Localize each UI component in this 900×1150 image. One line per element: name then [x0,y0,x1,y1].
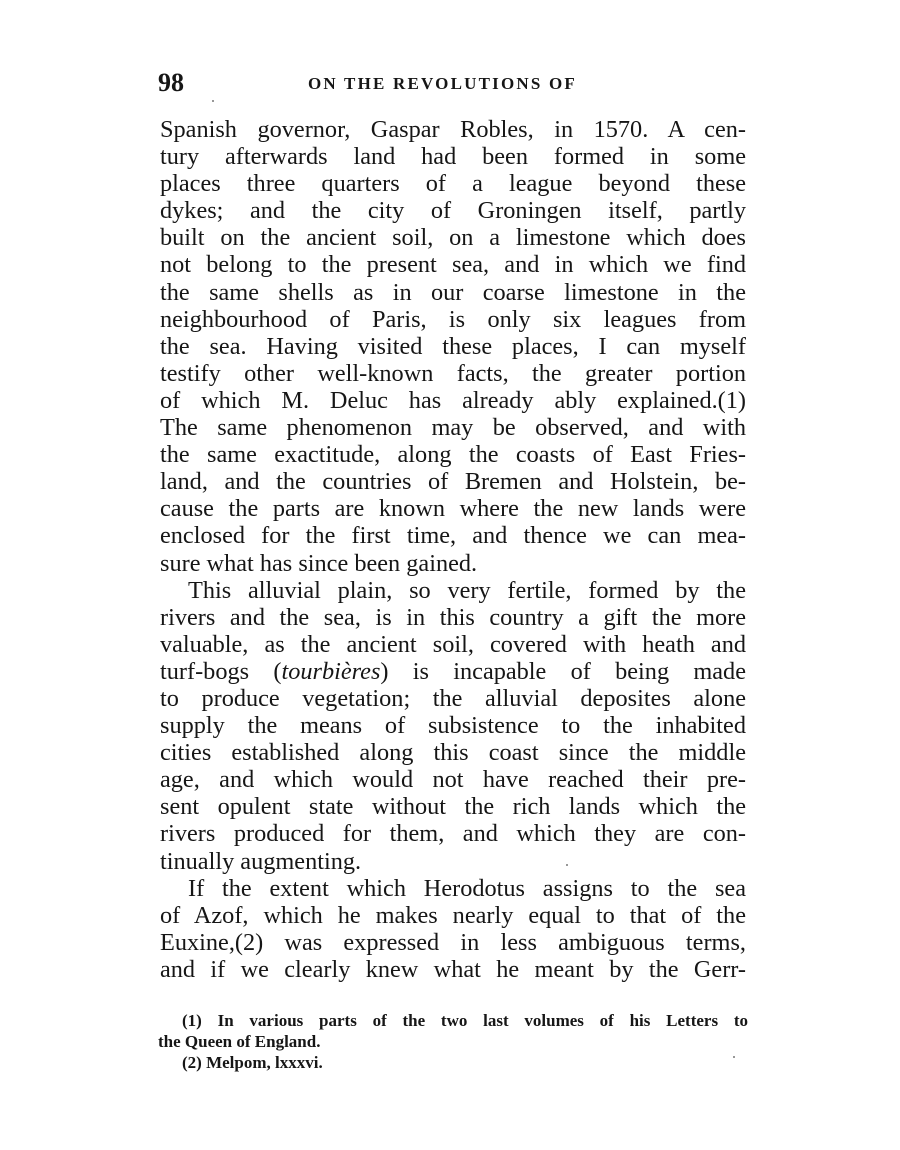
text-line: of Azof, which he makes nearly equal to that of the [160,901,746,929]
text-line: dykes; and the city of Groningen itself, partly [160,197,746,225]
page-number: 98 [158,68,184,97]
print-speck [566,864,568,866]
footnote-1-line: the Queen of England. [158,1032,321,1051]
text-line: enclosed for the first time, and thence we can mea- [160,522,746,550]
text-line: tury afterwards land had been formed in some [160,143,746,171]
text-fragment: ) is incapable of being made [380,657,746,685]
body-text [160,116,746,983]
text-line: tinually augmenting. [160,847,362,875]
paragraph-3 [160,875,746,983]
text-line: sure what has since been gained. [160,549,478,577]
text-line: Spanish governor, Gaspar Robles, in 1570. A cen- [160,116,746,143]
text-line: If the extent which Herodotus assigns to the sea [188,874,746,902]
text-line: not belong to the present sea, and in which we find [160,251,746,279]
text-line: the same shells as in our coarse limestone in the [160,278,746,306]
footnotes [158,1010,748,1073]
text-line: rivers and the sea, is in this country a gift the more [160,603,746,631]
text-fragment: turf-bogs ( [160,657,282,685]
print-speck [212,100,214,102]
text-line: of which M. Deluc has already ably explained.(1) [160,386,746,414]
print-speck [733,1056,735,1058]
text-line: the same exactitude, along the coasts of East Fries- [160,441,746,469]
text-line: supply the means of subsistence to the inhabited [160,712,746,740]
running-title: ON THE REVOLUTIONS OF [308,74,577,93]
italic-term: tourbières [281,657,381,685]
running-head [158,68,746,98]
text-line: to produce vegetation; the alluvial deposites alone [160,684,746,712]
text-line: cities established along this coast since the middle [160,739,746,767]
paragraph-1 [160,116,746,577]
text-line: testify other well-known facts, the greater portion [160,359,746,387]
text-line: land, and the countries of Bremen and Holstein, be- [160,468,746,496]
footnote-1-line: (1) In various parts of the two last volumes of his Letters to [182,1011,748,1030]
text-line: rivers produced for them, and which they are con- [160,820,746,848]
text-line: age, and which would not have reached their pre- [160,766,746,794]
text-line [160,658,746,685]
text-line: This alluvial plain, so very fertile, formed by the [188,576,746,604]
footnote-2: (2) Melpom, lxxxvi. [182,1053,323,1072]
text-line: the sea. Having visited these places, I can myself [160,332,746,360]
text-line: and if we clearly knew what he meant by the Gerr- [160,955,746,983]
text-line: places three quarters of a league beyond these [160,170,746,198]
text-line: built on the ancient soil, on a limestone which does [160,224,746,252]
text-line: cause the parts are known where the new lands were [160,495,746,523]
paragraph-2 [160,577,746,875]
text-line: neighbourhood of Paris, is only six leagues from [160,305,746,333]
text-line: sent opulent state without the rich lands which the [160,793,746,821]
text-line: The same phenomenon may be observed, and with [160,414,746,442]
text-line: Euxine,(2) was expressed in less ambiguous terms, [160,928,746,956]
text-line: valuable, as the ancient soil, covered with heath and [160,630,746,658]
